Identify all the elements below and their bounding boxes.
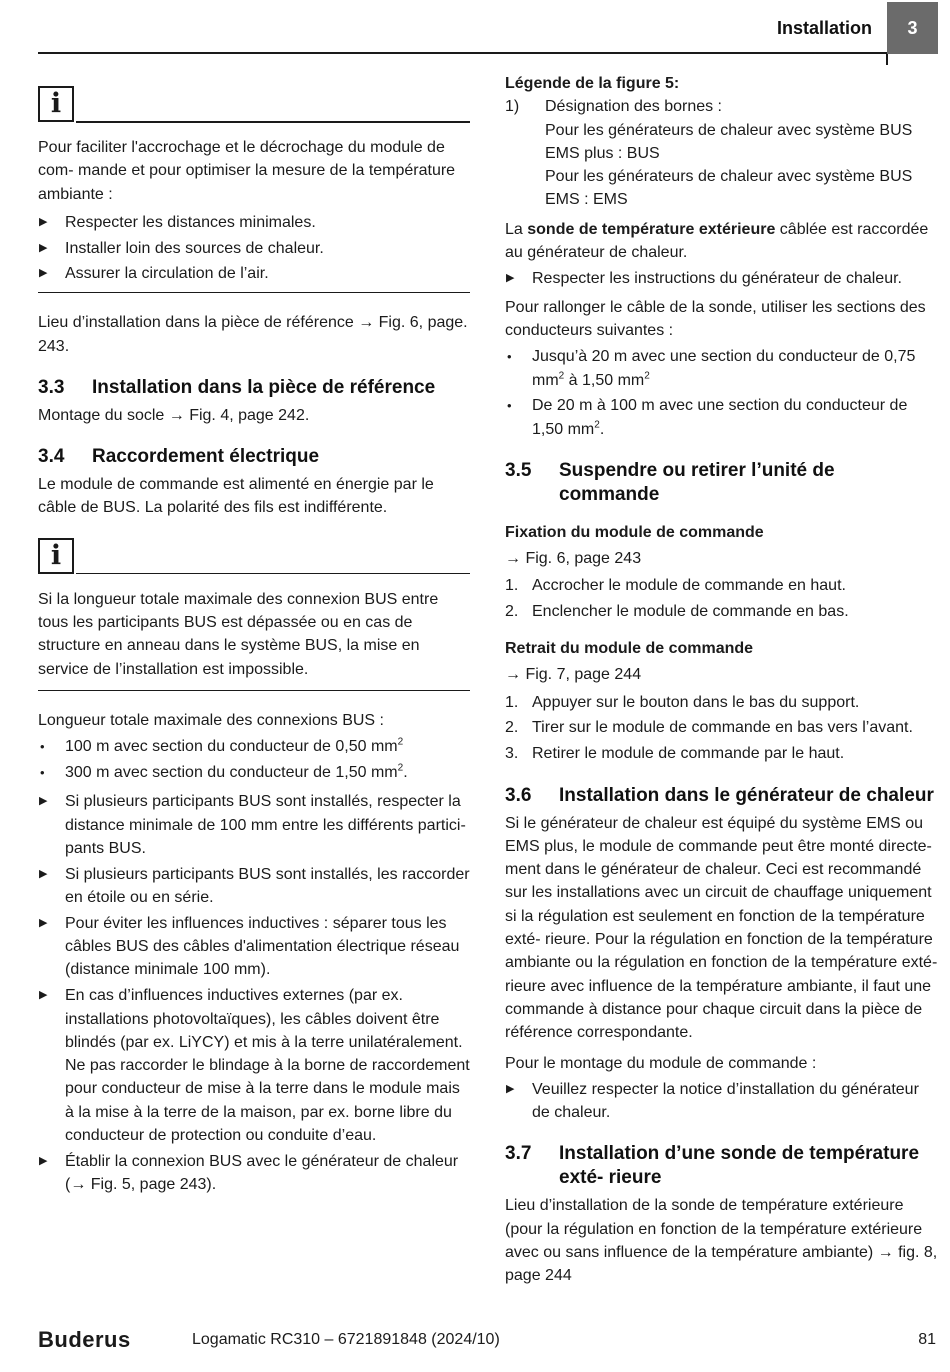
list-item: • 300 m avec section du conducteur de 1,50 $mm^2$.: [38, 761, 470, 784]
list-item: 3. Retirer le module de commande par le haut.: [505, 745, 845, 763]
paragraph: Lieu d’installation de la sonde de température extérieure (pour la régulation en fonction de la température extérieure avec ou sans influence de la température ambiante) → fig. 8, page 244: [505, 1197, 938, 1285]
brand-logo: Buderus: [38, 1327, 131, 1352]
section-title: Raccordement électrique: [92, 446, 320, 468]
list-item: ▶ Si plusieurs participants BUS sont installés, respecter la distance minimale de 100 mm entre les différents partici- pants BUS.: [38, 790, 470, 860]
subheading: Fixation du module de commande: [505, 523, 764, 541]
list-item: ▶ En cas d’influences inductives externes (par ex. installations photovoltaïques), les câbles doivent être blindés (par ex. LiYCY) et mis à la terre unilatéralement. Ne pas raccorder le blindage à la borne de raccordement pour conducteur de mise à la terre dans le module mais à la mise à la terre de la maison, par ex. borne libre du conducteur de protection ou conduite d’eau.: [38, 984, 470, 1147]
section-heading-3-6: [505, 784, 938, 808]
left-column: [38, 72, 470, 1199]
legend-title: Légende de la figure 5:: [505, 75, 680, 92]
bus-length-list: [38, 735, 470, 784]
figure-reference: → Fig. 7, page 244: [505, 666, 642, 684]
legend-item: [505, 95, 938, 211]
legend-line: Pour les générateurs de chaleur avec système BUS EMS plus : BUS: [545, 121, 913, 162]
extend-text: Pour rallonger le câble de la sonde, utiliser les sections des conducteurs suivantes :: [505, 298, 926, 339]
list-item: ▶ Établir la connexion BUS avec le générateur de chaleur (→ Fig. 5, page 243).: [38, 1150, 470, 1197]
figure-reference: → Fig. 6, page 243: [505, 549, 642, 567]
running-header-title: Installation: [776, 18, 872, 38]
legend-line: Désignation des bornes :: [545, 98, 722, 116]
section-number: 3.3: [38, 376, 65, 398]
remove-steps-list: [505, 691, 938, 766]
section-list: [505, 345, 938, 441]
section-heading-3-7: [505, 1142, 938, 1190]
page-number: 81: [918, 1331, 936, 1348]
list-item: • De 20 m à 100 m avec une section du conducteur de 1,50 $mm^2$.: [505, 394, 938, 441]
info-icon: i: [38, 538, 74, 574]
note-instruction-list: [38, 211, 470, 286]
chapter-number-tab: 3: [887, 2, 938, 54]
list-item: ▶ Assurer la circulation de l’air.: [38, 262, 470, 285]
section-heading-3-3: [38, 376, 470, 400]
legend-number: 1): [505, 98, 520, 116]
info-note-header: [38, 86, 470, 126]
paragraph: Pour le montage du module de commande :: [505, 1054, 817, 1072]
info-note-2: [38, 588, 470, 691]
header-rule: [38, 52, 887, 54]
list-item: 1. Appuyer sur le bouton dans le bas du support.: [505, 693, 860, 711]
section-title: Installation d’une sonde de température exté- rieure: [559, 1143, 920, 1189]
section-heading-3-5: [505, 459, 938, 507]
info-icon: i: [38, 86, 74, 122]
paragraph: Le module de commande est alimenté en énergie par le câble de BUS. La polarité des fils est indifférente.: [38, 476, 434, 517]
section-number: 3.5: [505, 459, 532, 481]
mount-instruction-list: [505, 1078, 938, 1125]
section-title: Installation dans la pièce de référence: [92, 376, 436, 398]
list-item: • 100 m avec section du conducteur de 0,50 $mm^2$: [38, 735, 470, 758]
paragraph: Si le générateur de chaleur est équipé du système EMS ou EMS plus, le module de commande peut être monté directe- ment dans le générateur de chaleur. Ceci est recommandé sur les installations avec un circuit de chauffage uniquement si la régulation est seulement en fonction de la température exté- rieure. Pour la régulation en fonction de la température ambiante ou la régulation en fonction de la température exté- rieure avec influence de la température ambiante, il faut une commande à distance pour chaque circuit dans la pièce de référence correspondante.: [505, 814, 938, 1042]
list-item: 1. Accrocher le module de commande en haut.: [505, 577, 846, 595]
list-item: ▶ Pour éviter les influences inductives : séparer tous les câbles BUS des câbles d'alimentation électrique réseau (distance minimale 100 mm).: [38, 912, 470, 982]
note-text: Si la longueur totale maximale des connexion BUS entre tous les participants BUS est dépassée ou en cas de structure en anneau dans le système BUS, la mise en service de l’installation est impossible.: [38, 590, 439, 678]
list-item: ▶ Si plusieurs participants BUS sont installés, les raccorder en étoile ou en série.: [38, 863, 470, 910]
section-number: 3.6: [505, 784, 532, 806]
list-item: 2. Enclencher le module de commande en bas.: [505, 603, 849, 621]
list-item: ▶ Respecter les instructions du générateur de chaleur.: [505, 267, 938, 290]
bus-length-title: Longueur totale maximale des connexions BUS :: [38, 711, 384, 729]
subheading: Retrait du module de commande: [505, 640, 754, 658]
sensor-text: La sonde de température extérieure câblée est raccordée au générateur de chaleur.: [505, 220, 929, 262]
list-item: • Jusqu’à 20 m avec une section du conducteur de 0,75 $mm^2$ à 1,50 $mm^2$: [505, 345, 938, 392]
list-item: ▶ Respecter les distances minimales.: [38, 211, 470, 234]
sensor-instruction-list: [505, 267, 938, 290]
fix-steps-list: [505, 574, 938, 623]
note-intro: Pour faciliter l'accrochage et le décrochage du module de com- mande et pour optimiser la mesure de la température ambiante :: [38, 139, 456, 203]
info-note-header: [38, 538, 470, 578]
section-title: Suspendre ou retirer l’unité de commande: [559, 459, 835, 505]
note-rule: [76, 121, 470, 123]
header-rule-tick: [886, 54, 888, 65]
list-item: ▶ Veuillez respecter la notice d’installation du générateur de chaleur.: [505, 1078, 938, 1125]
section-title: Installation dans le générateur de chaleur: [559, 784, 934, 806]
list-item: ▶ Installer loin des sources de chaleur.: [38, 237, 470, 260]
note-rule: [76, 573, 470, 575]
document-reference: Logamatic RC310 – 6721891848 (2024/10): [192, 1331, 500, 1348]
right-column: [505, 72, 938, 1288]
info-note-1: [38, 136, 470, 293]
section-heading-3-4: [38, 445, 470, 469]
bus-instruction-list: [38, 790, 470, 1196]
list-item: 2. Tirer sur le module de commande en bas vers l’avant.: [505, 719, 913, 737]
location-text: Lieu d’installation dans la pièce de référence → Fig. 6, page. 243.: [38, 314, 468, 355]
paragraph: Montage du socle → Fig. 4, page 242.: [38, 406, 310, 424]
legend-line: Pour les générateurs de chaleur avec système BUS EMS : EMS: [545, 168, 913, 209]
section-number: 3.4: [38, 446, 65, 468]
section-number: 3.7: [505, 1143, 532, 1165]
